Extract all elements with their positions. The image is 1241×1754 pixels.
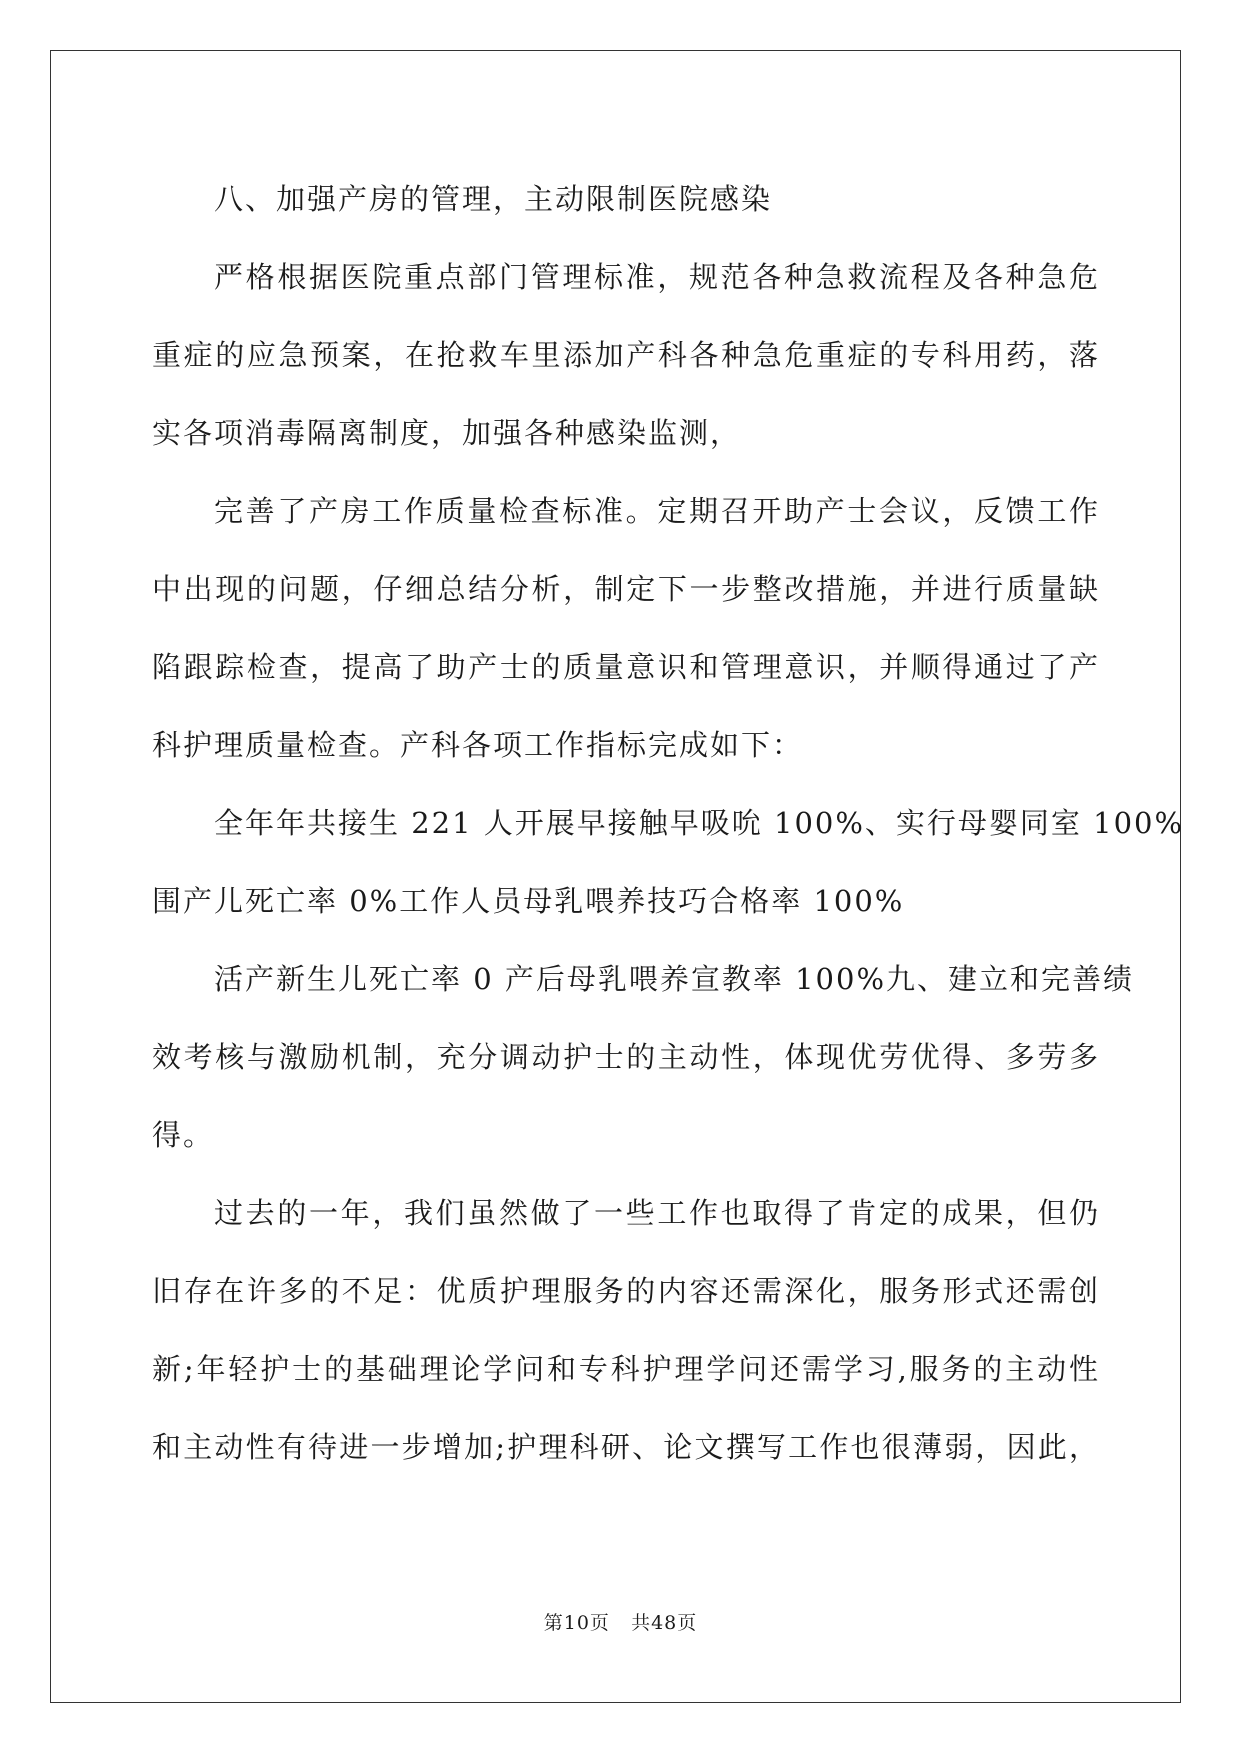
document-body bbox=[152, 160, 1185, 1486]
page-label-suffix: 页 bbox=[589, 1612, 610, 1634]
total-label-suffix: 页 bbox=[677, 1612, 698, 1634]
page-label-prefix: 第 bbox=[543, 1612, 564, 1634]
text-line: 活产新生儿死亡率 0 产后母乳喂养宣教率 100%九、建立和完善绩 bbox=[214, 962, 1135, 996]
text-line: 得。 bbox=[152, 1118, 215, 1152]
page-number: 10 bbox=[563, 1612, 590, 1634]
text-line: 严格根据医院重点部门管理标准，规范各种急救流程及各种急危 bbox=[214, 260, 1100, 294]
page-footer bbox=[0, 1608, 1241, 1635]
text-line: 旧存在许多的不足：优质护理服务的内容还需深化，服务形式还需创 bbox=[152, 1274, 1100, 1308]
text-line: 重症的应急预案，在抢救车里添加产科各种急危重症的专科用药，落 bbox=[152, 338, 1100, 372]
text-line: 陷跟踪检查，提高了助产士的质量意识和管理意识，并顺得通过了产 bbox=[152, 650, 1100, 684]
text-line: 完善了产房工作质量检查标准。定期召开助产士会议，反馈工作 bbox=[214, 494, 1100, 528]
text-line: 和主动性有待进一步增加;护理科研、论文撰写工作也很薄弱，因此， bbox=[152, 1430, 1100, 1464]
text-line: 八、加强产房的管理，主动限制医院感染 bbox=[214, 182, 773, 216]
text-line: 全年年共接生 221 人开展早接触早吸吮 100%、实行母婴同室 100% bbox=[214, 806, 1185, 840]
text-lines bbox=[152, 160, 1185, 1486]
total-pages: 48 bbox=[651, 1612, 678, 1634]
text-line: 围产儿死亡率 0%工作人员母乳喂养技巧合格率 100% bbox=[152, 884, 905, 918]
text-line: 中出现的问题，仔细总结分析，制定下一步整改措施，并进行质量缺 bbox=[152, 572, 1100, 606]
text-line: 新;年轻护士的基础理论学问和专科护理学问还需学习,服务的主动性 bbox=[152, 1352, 1100, 1386]
text-line: 科护理质量检查。产科各项工作指标完成如下： bbox=[152, 728, 804, 762]
total-label-prefix: 共 bbox=[631, 1612, 652, 1634]
text-line: 实各项消毒隔离制度，加强各种感染监测， bbox=[152, 416, 742, 450]
text-line: 效考核与激励机制，充分调动护士的主动性，体现优劳优得、多劳多 bbox=[152, 1040, 1100, 1074]
text-line: 过去的一年，我们虽然做了一些工作也取得了肯定的成果，但仍 bbox=[214, 1196, 1100, 1230]
